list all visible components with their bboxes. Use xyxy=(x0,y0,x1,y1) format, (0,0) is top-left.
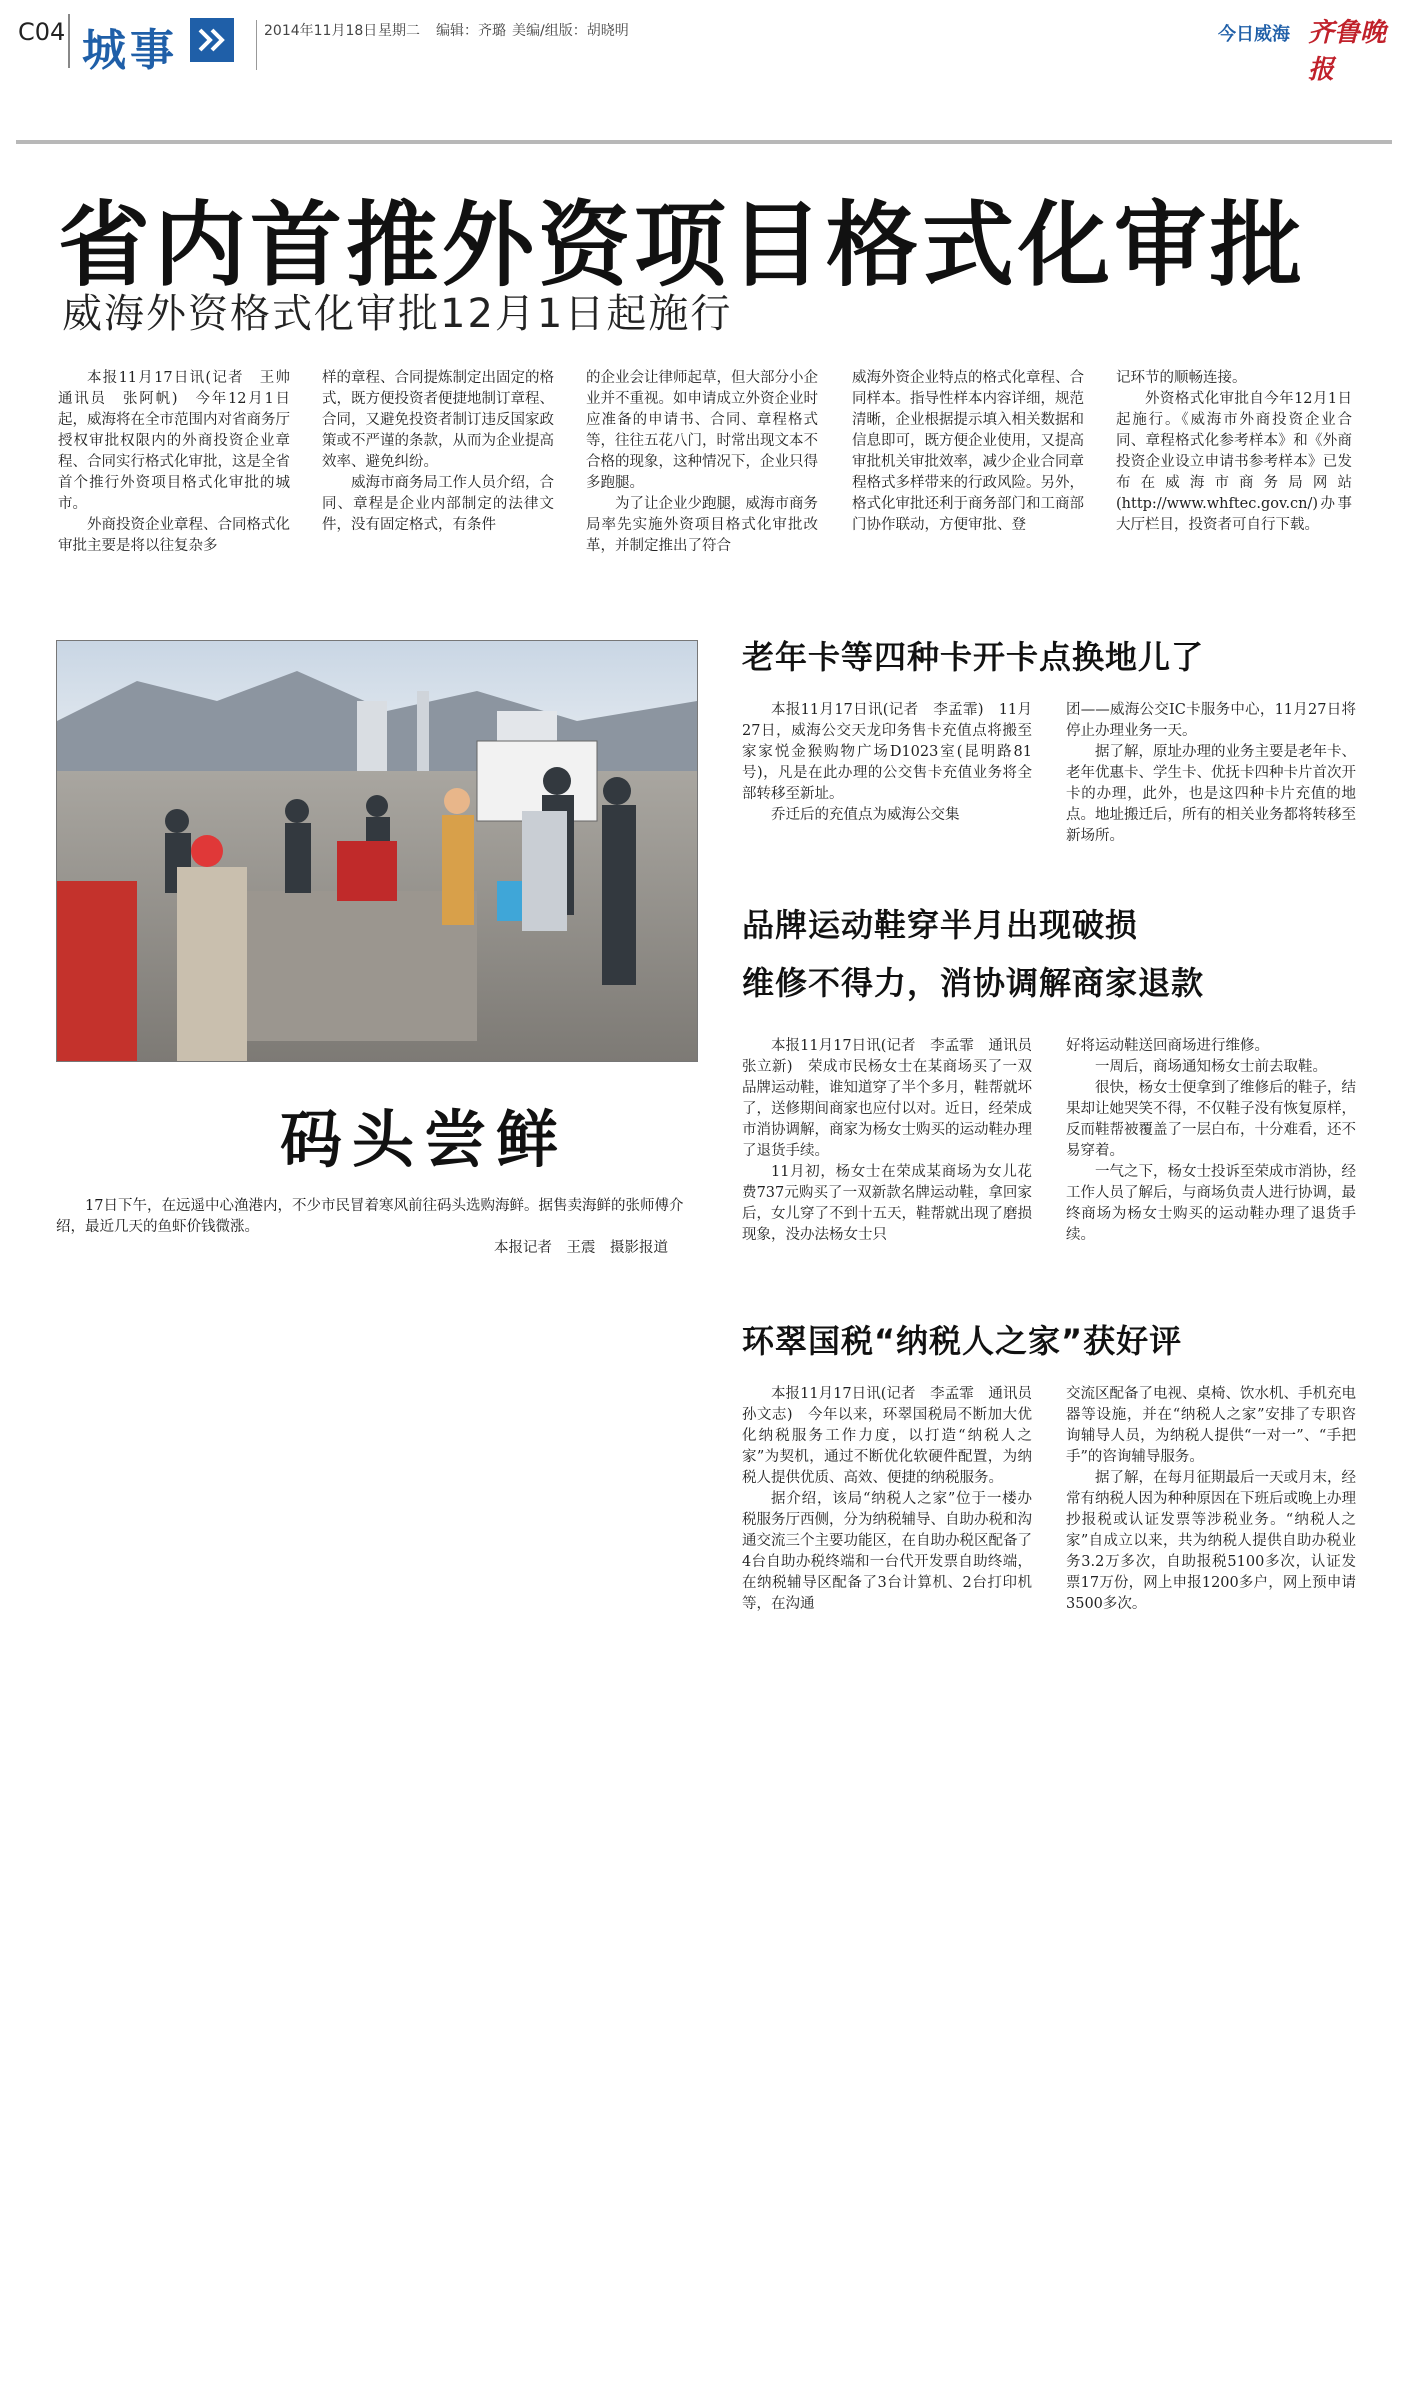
paragraph: 外资格式化审批自今年12月1日起施行。《威海市外商投资企业合同、章程格式化参考样本》和《外商投资企业设立申请书参考样本》已发布在威海市商务局网站(http://www.whftec.gov.cn/)办事大厅栏目，投资者可自行下载。 xyxy=(1116,391,1352,533)
paragraph: 记环节的顺畅连接。 xyxy=(1116,370,1247,386)
paragraph: 交流区配备了电视、桌椅、饮水机、手机充电器等设施，并在“纳税人之家”安排了专职咨询辅导人员，为纳税人提供“一对一”、“手把手”的咨询辅导服务。 xyxy=(1066,1386,1356,1465)
edition-name: 今日威海 xyxy=(1218,24,1290,45)
tax-column-1 xyxy=(742,1384,1047,1615)
tax-column-2 xyxy=(1066,1384,1356,1615)
paragraph: 据了解，在每月征期最后一天或月末，经常有纳税人因为种种原因在下班后或晚上办理抄报税或认证发票等涉税业务。“纳税人之家”自成立以来，共为纳税人提供自助办税业务3.2万多次，自助报税5100多次，认证发票17万份，网上申报1200多户，网上预申请3500多次。 xyxy=(1066,1470,1356,1612)
page-number: C04 xyxy=(18,18,66,46)
shoes-column-1 xyxy=(742,1036,1047,1246)
double-chevron-right-icon xyxy=(190,18,234,62)
header-rule xyxy=(16,140,1392,144)
lead-column-4 xyxy=(852,368,1084,536)
lead-headline: 省内首推外资项目格式化审批 xyxy=(58,192,1307,299)
cards-column-1 xyxy=(742,700,1032,826)
photo-caption: 17日下午，在远遥中心渔港内，不少市民冒着寒风前往码头选购海鲜。据售卖海鲜的张师傅介绍，最近几天的鱼虾价钱微涨。 xyxy=(56,1198,684,1235)
paragraph: 外商投资企业章程、合同格式化审批主要是将以往复杂多 xyxy=(58,517,290,554)
editor-credit: 编辑：齐璐 xyxy=(436,23,506,39)
paragraph: 团——威海公交IC卡服务中心，11月27日将停止办理业务一天。 xyxy=(1066,702,1356,739)
paragraph: 本报11月17日讯(记者 李孟霏 通讯员 张立新) 荣成市民杨女士在某商场买了一双品牌运动鞋，谁知道穿了半个多月，鞋帮就坏了，送修期间商家也应付以对。近日，经荣成市消协调解，商家为杨女士购买的运动鞋办理了退货手续。 xyxy=(742,1038,1047,1159)
lead-column-1 xyxy=(58,368,305,557)
issue-date: 2014年11月18日 xyxy=(264,23,378,39)
paragraph: 很快，杨女士便拿到了维修后的鞋子，结果却让她哭笑不得，不仅鞋子没有恢复原样，反而鞋帮被覆盖了一层白布，十分难看，还不易穿着。 xyxy=(1066,1080,1356,1159)
paragraph: 本报11月17日讯(记者 李孟霏 通讯员 孙文志) 今年以来，环翠国税局不断加大优化纳税服务工作力度，以打造“纳税人之家”为契机，通过不断优化软硬件配置，为纳税人提供优质、高效、便捷的纳税服务。 xyxy=(742,1386,1047,1486)
paragraph: 一周后，商场通知杨女士前去取鞋。 xyxy=(1095,1059,1327,1075)
photo-feature-title: 码头尝鲜 xyxy=(280,1103,569,1176)
header-divider-2 xyxy=(256,20,257,70)
paragraph: 据介绍，该局“纳税人之家”位于一楼办税服务厅西侧，分为纳税辅导、自助办税和沟通交流三个主要功能区，在自助办税区配备了4台自助办税终端和一台代开发票自助终端，在纳税辅导区配备了3台计算机、2台打印机等，在沟通 xyxy=(742,1491,1032,1612)
lead-subheadline: 威海外资格式化审批12月1日起施行 xyxy=(62,291,733,337)
issue-weekday: 星期二 xyxy=(378,23,420,39)
paragraph: 本报11月17日讯(记者 王帅 通讯员 张阿帆) 今年12月1日起，威海将在全市范围内对省商务厅授权审批权限内的外商投资企业章程、合同实行格式化审批，这是全省首个推行外资项目格式化审批的城市。 xyxy=(58,370,305,512)
paragraph: 样的章程、合同提炼制定出固定的格式，既方便投资者便捷地制订章程、合同，又避免投资者制订违反国家政策或不严谨的条款，从而为企业提高效率、避免纠纷。 xyxy=(322,370,554,470)
lead-column-5 xyxy=(1116,368,1352,536)
paragraph: 据了解，原址办理的业务主要是老年卡、老年优惠卡、学生卡、优抚卡四种卡片首次开卡的办理，此外，也是这四种卡片充值的地点。地址搬迁后，所有的相关业务都将转移至新场所。 xyxy=(1066,744,1356,844)
paragraph: 乔迁后的充值点为威海公交集 xyxy=(771,807,960,823)
paragraph: 威海市商务局工作人员介绍，合同、章程是企业内部制定的法律文件，没有固定格式，有条件 xyxy=(322,475,554,533)
cards-story-headline: 老年卡等四种卡开卡点换地儿了 xyxy=(742,638,1205,676)
shoes-column-2 xyxy=(1066,1036,1356,1246)
paragraph: 的企业会让律师起草，但大部分小企业并不重视。如申请成立外资企业时应准备的申请书、合同、章程格式等，往往五花八门，时常出现文本不合格的现象，这种情况下，企业只得多跑腿。 xyxy=(586,370,818,491)
lead-column-2 xyxy=(322,368,554,536)
section-title: 城事 xyxy=(82,25,178,76)
photo-credit: 本报记者 王震 摄影报道 xyxy=(494,1240,668,1256)
paragraph: 11月初，杨女士在荣成某商场为女儿花费737元购买了一双新款名牌运动鞋，拿回家后，女儿穿了不到十五天，鞋帮就出现了磨损现象，没办法杨女士只 xyxy=(742,1164,1032,1243)
fish-market-photo xyxy=(56,640,698,1062)
lead-column-3 xyxy=(586,368,818,557)
cards-column-2 xyxy=(1066,700,1356,847)
header-divider xyxy=(68,14,70,68)
paragraph: 威海外资企业特点的格式化章程、合同样本。指导性样本内容详细，规范清晰，企业根据提示填入相关数据和信息即可，既方便企业使用，又提高审批机关审批效率，减少企业合同章程格式多样带来的行政风险。另外，格式化审批还利于商务部门和工商部门协作联动，方便审批、登 xyxy=(852,370,1084,533)
newspaper-logo: 齐鲁晚报 xyxy=(1308,18,1387,85)
paragraph: 本报11月17日讯(记者 李孟霏) 11月27日，威海公交天龙印务售卡充值点将搬至家家悦金猴购物广场D1023室(昆明路81号)，凡是在此办理的公交售卡充值业务将全部转移至新址。 xyxy=(742,702,1032,802)
shoes-story-headline-1: 品牌运动鞋穿半月出现破损 xyxy=(742,906,1139,944)
paragraph: 一气之下，杨女士投诉至荣成市消协，经工作人员了解后，与商场负责人进行协调，最终商场为杨女士购买的运动鞋办理了退货手续。 xyxy=(1066,1164,1356,1243)
tax-story-headline: 环翠国税“纳税人之家”获好评 xyxy=(742,1322,1183,1360)
paragraph: 为了让企业少跑腿，威海市商务局率先实施外资项目格式化审批改革，并制定推出了符合 xyxy=(586,496,818,554)
designer-credit: 美编/组版：胡晓明 xyxy=(512,23,629,39)
paragraph: 好将运动鞋送回商场进行维修。 xyxy=(1066,1038,1269,1054)
shoes-story-headline-2: 维修不得力，消协调解商家退款 xyxy=(742,964,1205,1002)
